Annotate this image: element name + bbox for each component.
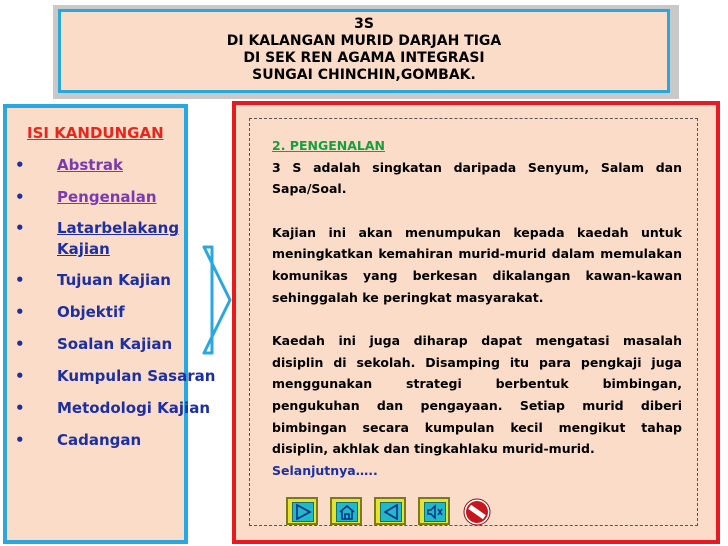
toc-item-tujuan[interactable]: • Tujuan Kajian	[15, 271, 171, 289]
content-text-area	[249, 118, 698, 526]
back-button[interactable]	[374, 497, 406, 525]
paragraph-kajian: Kajian ini akan menumpukan kepada kaedah untuk meningkatkan kemahiran murid-murid dalam memulakan komunikas yang berkesan dikalangan kawan-kawan sehinggalah ke peringkat masyarakat.	[272, 224, 682, 305]
toc-list	[7, 154, 216, 452]
toc-item-latarbelakang[interactable]: • Latarbelakang Kajian	[15, 219, 180, 258]
toc-item-cadangan[interactable]: • Cadangan	[15, 431, 142, 449]
home-button[interactable]	[330, 497, 362, 525]
section-title: 2. PENGENALAN	[272, 138, 385, 153]
next-button[interactable]	[286, 497, 318, 525]
chevron-right-arrow-icon	[202, 245, 232, 355]
sound-icon	[425, 503, 445, 521]
stop-icon[interactable]	[462, 497, 492, 527]
title-line-2: DI KALANGAN MURID DARJAH TIGA	[226, 33, 502, 49]
play-next-icon	[293, 503, 313, 521]
title-line-4: SUNGAI CHINCHIN,GOMBAK.	[252, 67, 476, 83]
home-icon	[337, 503, 357, 521]
table-of-contents-panel	[3, 104, 216, 544]
title-banner	[58, 9, 670, 93]
back-icon	[381, 503, 401, 521]
sound-button[interactable]	[418, 497, 450, 525]
paragraph-kaedah: Kaedah ini juga diharap dapat mengatasi masalah disiplin di sekolah. Disamping itu para pengkaji juga menggunakan strategi berbentuk bimbingan, pengukuhan dan pengayaan. Setiap murid diberi bimbingan secara kumpulan kecil mengikut tahap disiplin, akhlak dan tingkahlaku murid-murid.	[272, 333, 682, 457]
toc-item-kumpulan[interactable]: • Kumpulan Sasaran	[15, 367, 216, 385]
toc-item-objektif[interactable]: • Objektif	[15, 303, 125, 321]
toc-item-abstrak[interactable]: • Abstrak	[15, 156, 123, 174]
content-panel	[232, 101, 720, 544]
title-line-1: 3S	[354, 16, 374, 32]
toc-heading: ISI KANDUNGAN	[27, 124, 164, 142]
title-line-3: DI SEK REN AGAMA INTEGRASI	[243, 50, 485, 66]
toc-item-pengenalan[interactable]: • Pengenalan	[15, 188, 157, 206]
paragraph-intro: 3 S adalah singkatan daripada Senyum, Salam dan Sapa/Soal.	[272, 159, 682, 197]
next-page-link[interactable]: Selanjutnya…..	[272, 462, 378, 478]
toc-item-metodologi[interactable]: • Metodologi Kajian	[15, 399, 210, 417]
toc-item-soalan[interactable]: • Soalan Kajian	[15, 335, 173, 353]
